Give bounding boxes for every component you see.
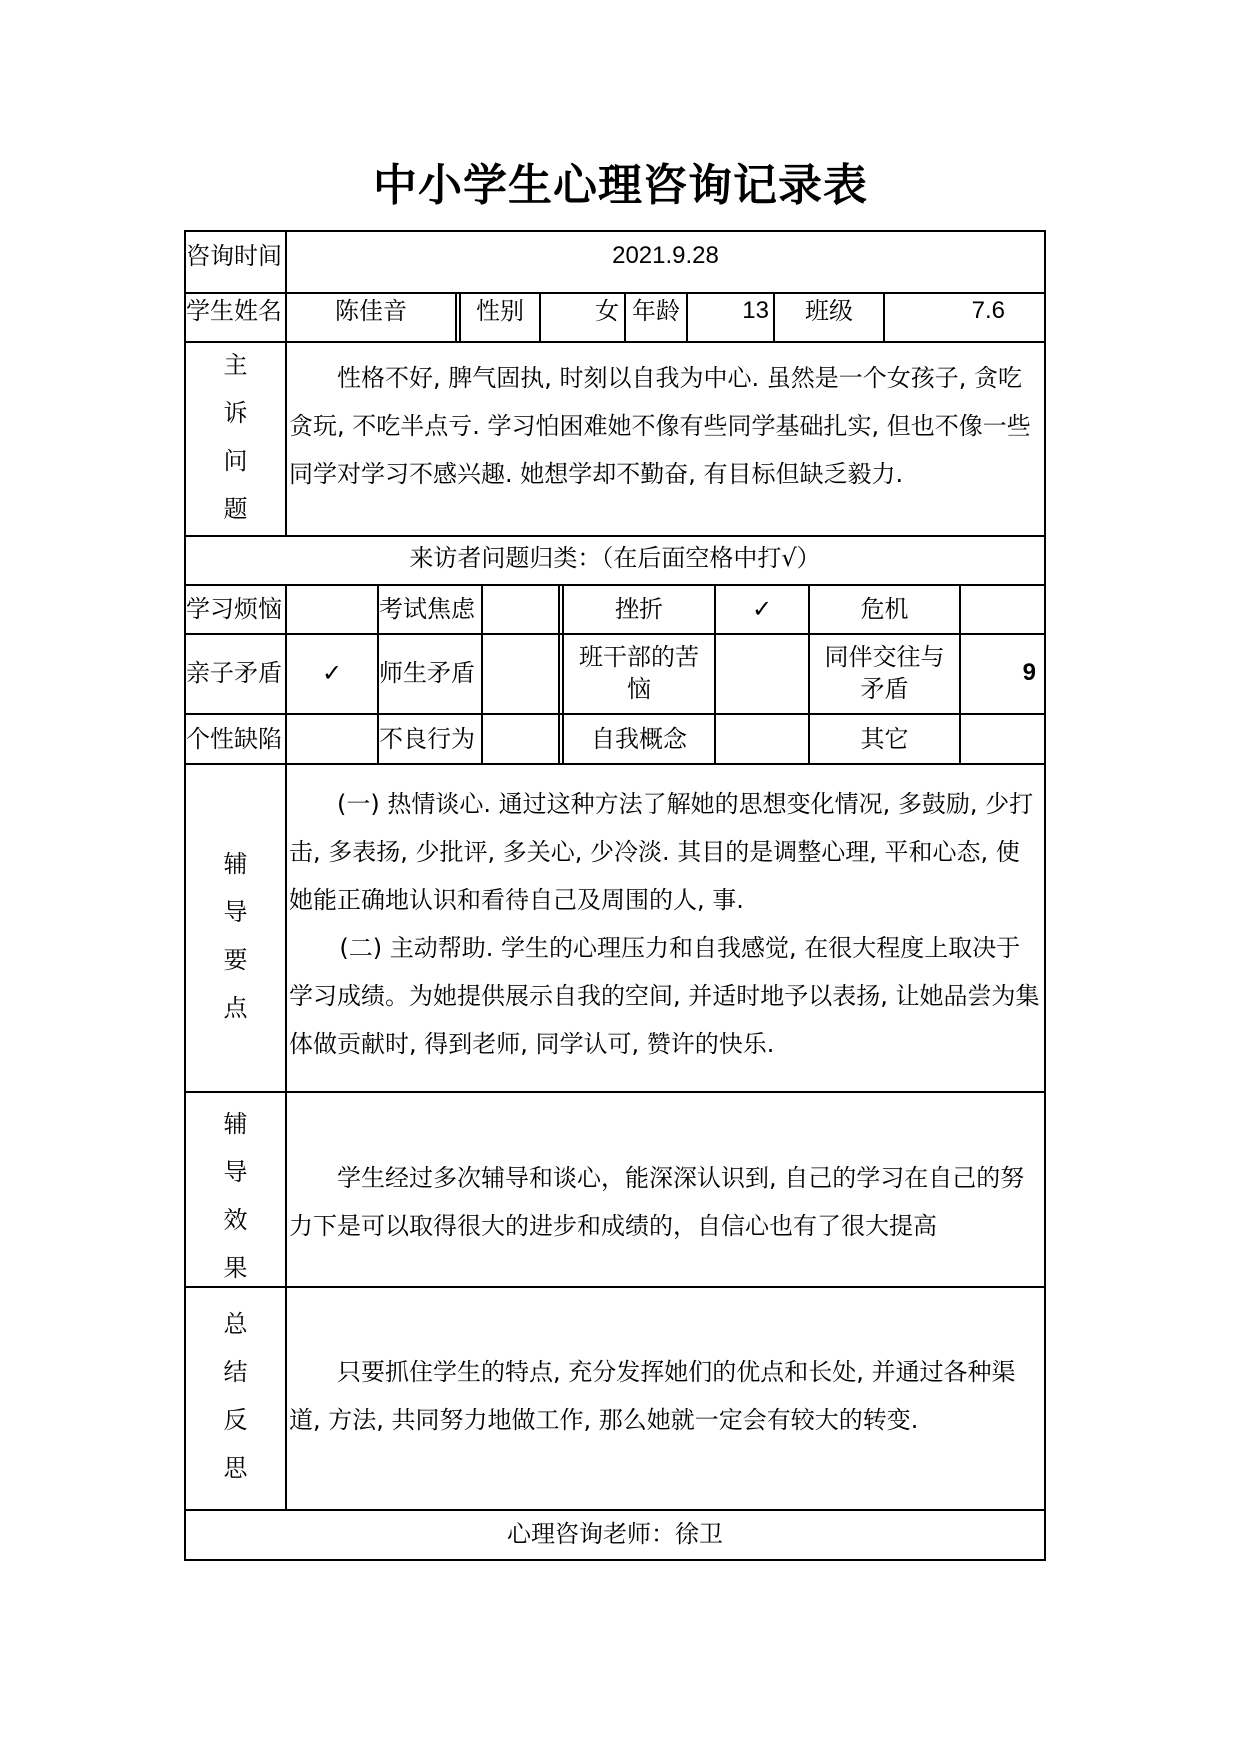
row-divider bbox=[184, 1286, 1046, 1288]
effect-text: 学生经过多次辅导和谈心，能深深认识到, 自己的学习在自己的努力下是可以取得很大的进步和成绩的，自信心也有了很大提高 bbox=[289, 1164, 1025, 1240]
class-label: 班级 bbox=[805, 297, 853, 325]
row-divider bbox=[184, 1509, 1046, 1511]
category-peer-mark: 9 bbox=[1022, 659, 1036, 686]
row-divider bbox=[184, 763, 1046, 765]
name-value: 陈佳音 bbox=[335, 297, 407, 325]
label-char: 辅 bbox=[223, 1110, 248, 1138]
label-char: 辅 bbox=[223, 850, 248, 878]
label-char: 果 bbox=[223, 1254, 248, 1282]
category-bad-behavior: 不良行为 bbox=[379, 725, 475, 753]
row-divider bbox=[184, 292, 1046, 294]
age-value: 13 bbox=[742, 297, 769, 324]
consult-time-label: 咨询时间 bbox=[186, 242, 282, 270]
label-char: 点 bbox=[223, 994, 248, 1022]
class-value: 7.6 bbox=[971, 297, 1005, 324]
category-peer-conflict: 同伴交往与矛盾 bbox=[824, 643, 945, 703]
category-header: 来访者问题归类：（在后面空格中打√） bbox=[409, 544, 821, 572]
category-parent-conflict: 亲子矛盾 bbox=[186, 659, 282, 687]
complaint-text: 性格不好, 脾气固执, 时刻以自我为中心. 虽然是一个女孩子, 贪吃贪玩, 不吃半点亏. 学习怕困难她不像有些同学基础扎实, 但也不像一些同学对学习不感兴趣. 她想学却不勤奋, 有目标但缺乏毅力. bbox=[289, 364, 1031, 488]
table-border-bottom bbox=[184, 1559, 1046, 1561]
guidance-paragraph-2: (二) 主动帮助. 学生的心理压力和自我感觉, 在很大程度上取决于学习成绩。为她提供展示自我的空间, 并适时地予以表扬, 让她品尝为集体做贡献时, 得到老师, 同学认可, 赞许的快乐. bbox=[289, 934, 1040, 1058]
category-study-worry: 学习烦恼 bbox=[186, 595, 282, 623]
label-char: 思 bbox=[223, 1454, 248, 1482]
column-divider bbox=[455, 292, 457, 341]
label-char: 问 bbox=[223, 447, 248, 475]
name-label: 学生姓名 bbox=[186, 297, 282, 325]
summary-text: 只要抓住学生的特点, 充分发挥她们的优点和长处, 并通过各种渠道, 方法, 共同努力地做工作, 那么她就一定会有较大的转变. bbox=[289, 1358, 1016, 1434]
row-divider bbox=[184, 633, 1046, 635]
guidance-text bbox=[289, 780, 1042, 1068]
table-border-top bbox=[184, 230, 1046, 232]
label-char: 导 bbox=[223, 898, 248, 926]
label-char: 诉 bbox=[223, 399, 248, 427]
label-char: 导 bbox=[223, 1158, 248, 1186]
category-cadre-worry: 班干部的苦恼 bbox=[579, 643, 699, 703]
category-teacher-conflict: 师生矛盾 bbox=[379, 659, 475, 687]
category-other: 其它 bbox=[860, 725, 909, 753]
column-divider bbox=[285, 763, 287, 1509]
label-char: 效 bbox=[223, 1206, 248, 1234]
gender-value: 女 bbox=[595, 297, 619, 325]
category-crisis: 危机 bbox=[860, 595, 909, 623]
label-char: 主 bbox=[223, 351, 248, 379]
category-personality-defect: 个性缺陷 bbox=[186, 725, 282, 753]
row-divider bbox=[184, 1091, 1046, 1093]
row-divider bbox=[184, 535, 1046, 537]
label-char: 题 bbox=[223, 495, 248, 523]
page-title: 中小学生心理咨询记录表 bbox=[373, 160, 868, 211]
consult-time-value: 2021.9.28 bbox=[612, 242, 719, 269]
category-check: ✓ bbox=[751, 595, 773, 623]
column-divider bbox=[558, 584, 560, 763]
row-divider bbox=[184, 584, 1046, 586]
guidance-label bbox=[186, 840, 285, 1032]
column-divider bbox=[481, 584, 483, 763]
label-char: 要 bbox=[223, 946, 248, 974]
label-char: 结 bbox=[223, 1358, 248, 1386]
teacher-line: 心理咨询老师：徐卫 bbox=[507, 1520, 723, 1548]
column-divider bbox=[285, 230, 287, 535]
gender-label: 性别 bbox=[476, 297, 524, 325]
row-divider bbox=[184, 713, 1046, 715]
category-self-concept: 自我概念 bbox=[591, 725, 687, 753]
label-char: 总 bbox=[223, 1310, 248, 1338]
age-label: 年龄 bbox=[632, 297, 680, 325]
complaint-label bbox=[186, 341, 285, 533]
row-divider bbox=[184, 341, 1046, 343]
table-border-right bbox=[1044, 230, 1046, 1561]
summary-label bbox=[186, 1300, 285, 1492]
effect-label bbox=[186, 1100, 285, 1292]
category-frustration: 挫折 bbox=[615, 595, 663, 623]
guidance-paragraph-1: (一) 热情谈心. 通过这种方法了解她的思想变化情况, 多鼓励, 少打击, 多表扬, 少批评, 多关心, 少冷淡. 其目的是调整心理, 平和心态, 使她能正确地认识和看待自己及周围的人, 事. bbox=[289, 790, 1034, 914]
label-char: 反 bbox=[223, 1406, 248, 1434]
category-check: ✓ bbox=[321, 659, 343, 687]
category-exam-anxiety: 考试焦虑 bbox=[379, 595, 475, 623]
